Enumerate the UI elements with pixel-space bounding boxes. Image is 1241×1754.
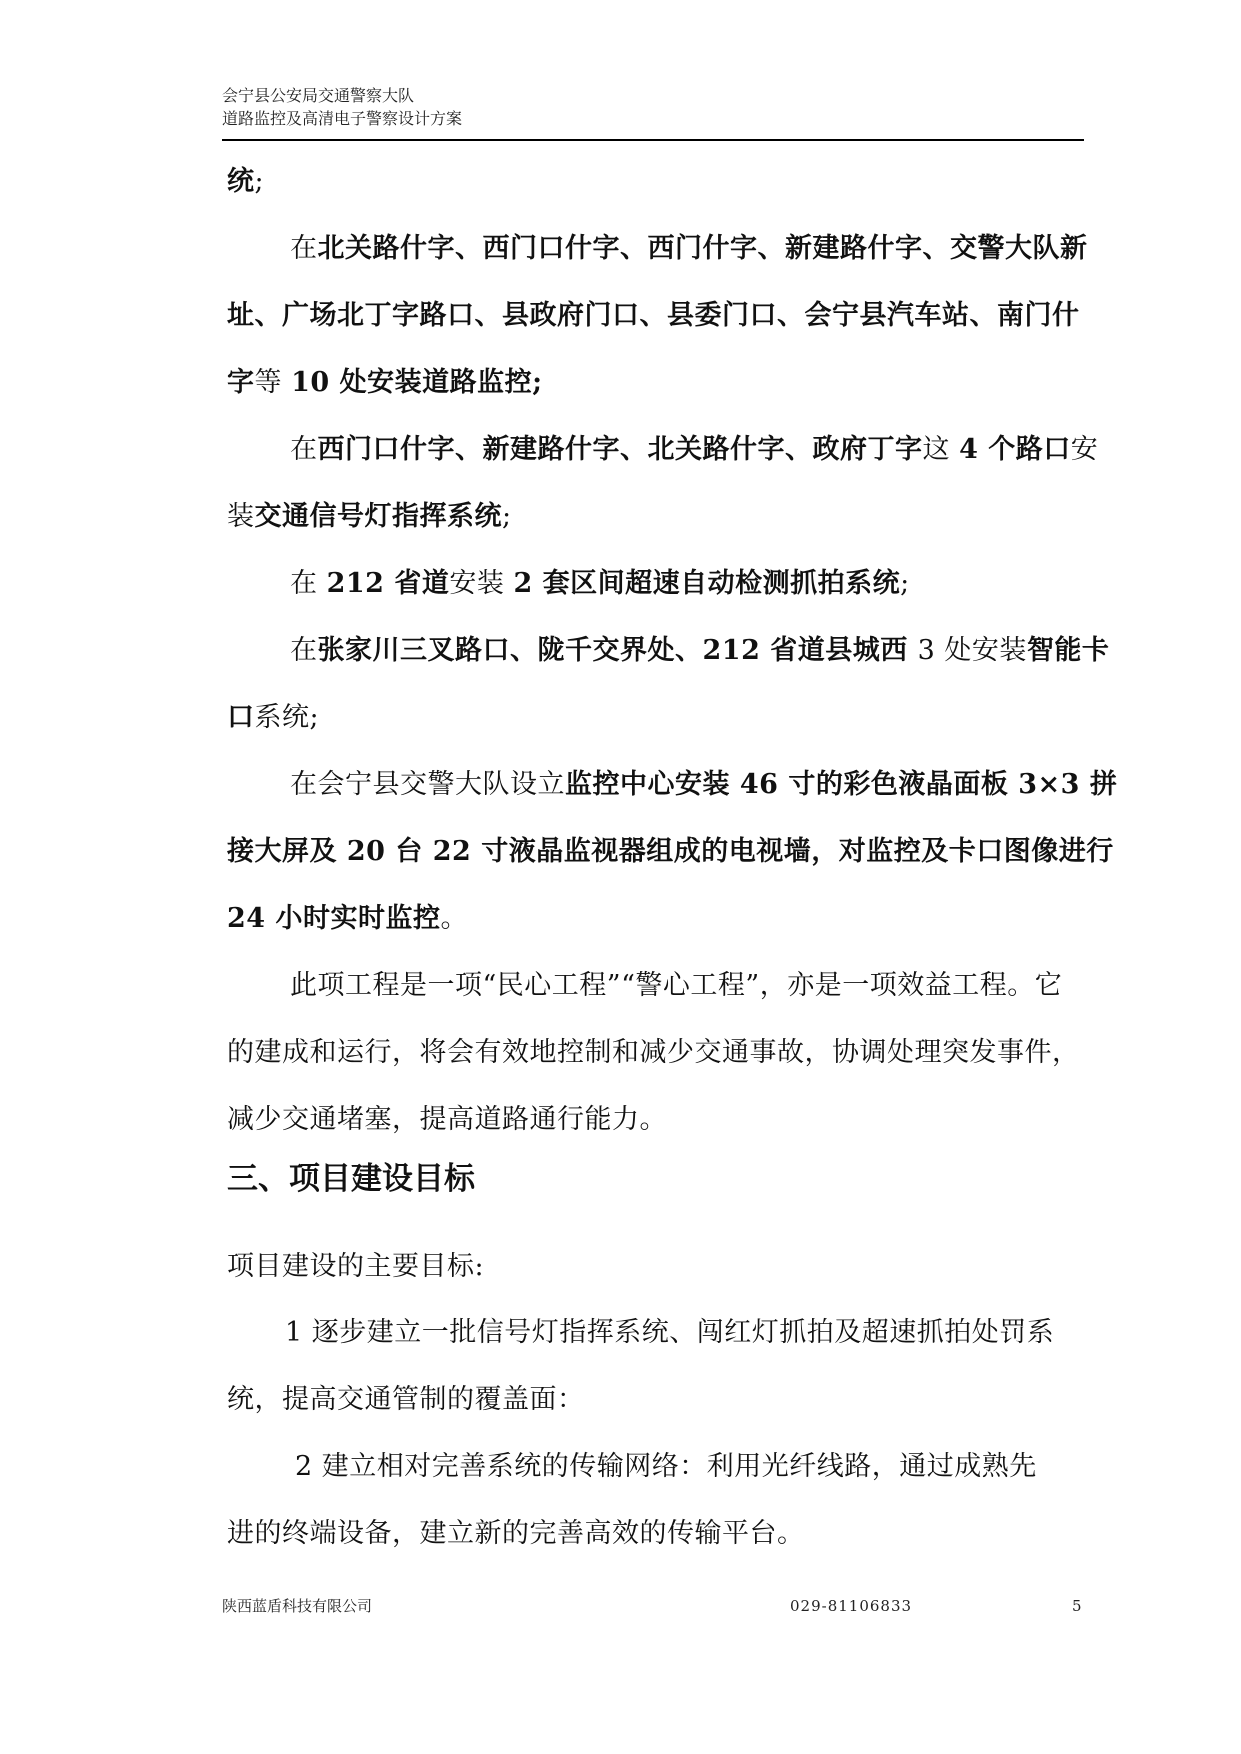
para-signal-line2: 装交通信号灯指挥系统; [227,501,512,532]
footer-page-number: 5 [1072,1597,1082,1615]
footer-phone: 029-81106833 [790,1597,913,1615]
header-divider [222,139,1084,141]
para-control-center-line1: 在会宁县交警大队设立监控中心安装 46 寸的彩色液晶面板 3×3 拼 [290,769,1118,800]
para-control-center-line2: 接大屏及 20 台 22 寸液晶监视器组成的电视墙，对监控及卡口图像进行 [227,836,1114,867]
para-project-benefit-line2: 的建成和运行，将会有效地控制和减少交通事故，协调处理突发事件， [227,1037,1080,1068]
page-header [222,84,1084,130]
para-project-benefit-line1: 此项工程是一项“民心工程”“警心工程”，亦是一项效益工程。它 [290,970,1063,1001]
para-road-monitoring-line1: 在北关路什字、西门口什字、西门什字、新建路什字、交警大队新 [290,233,1088,264]
goal-item-1-line2: 统，提高交通管制的覆盖面： [227,1384,585,1415]
para-speed-detection: 在 212 省道安装 2 套区间超速自动检测抓拍系统; [290,568,910,599]
goal-item-1-line1: 1 逐步建立一批信号灯指挥系统、闯红灯抓拍及超速抓拍处罚系 [285,1317,1055,1348]
para-road-monitoring-line2: 址、广场北丁字路口、县政府门口、县委门口、会宁县汽车站、南门什 [227,300,1080,331]
section-intro: 项目建设的主要目标: [227,1251,485,1282]
para-road-monitoring-line3: 字等 10 处安装道路监控; [227,367,543,398]
para-checkpoint-line2: 口系统; [227,702,320,733]
para-checkpoint-line1: 在张家川三叉路口、陇千交界处、212 省道县城西 3 处安装智能卡 [290,635,1110,666]
para-control-center-line3: 24 小时实时监控。 [227,903,468,934]
header-doc-title: 道路监控及高清电子警察设计方案 [222,109,463,128]
para-project-benefit-line3: 减少交通堵塞，提高道路通行能力。 [227,1104,667,1135]
header-org: 会宁县公安局交通警察大队 [222,86,415,105]
section-heading: 三、项目建设目标 [227,1161,475,1197]
goal-item-2-line2: 进的终端设备，建立新的完善高效的传输平台。 [227,1518,805,1549]
footer-company: 陕西蓝盾科技有限公司 [222,1597,373,1615]
para-continuation: 统; [227,166,265,197]
goal-item-2-line1: 2 建立相对完善系统的传输网络：利用光纤线路，通过成熟先 [295,1451,1037,1482]
para-signal-line1: 在西门口什字、新建路什字、北关路什字、政府丁字这 4 个路口安 [290,434,1099,465]
